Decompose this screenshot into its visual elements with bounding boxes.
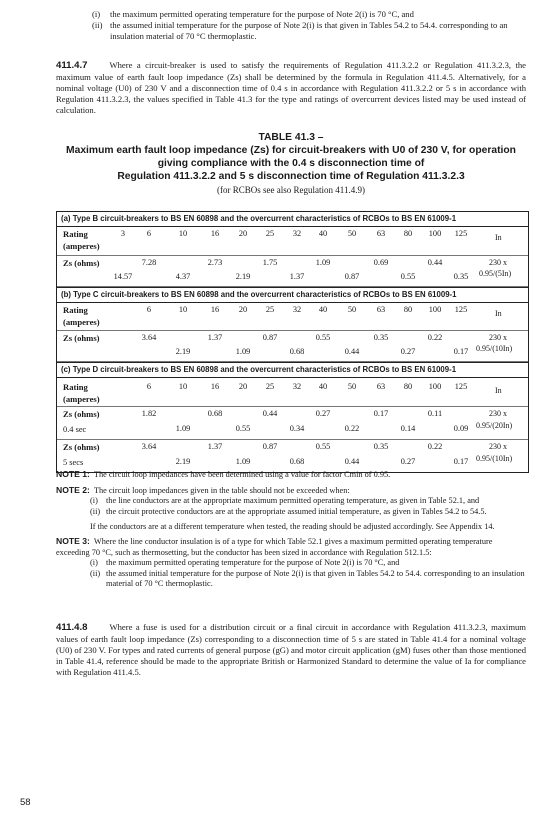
rating-value: 80 [403,228,413,238]
note-label: NOTE 2: [56,484,90,495]
zs-value: 0.55 [315,441,331,451]
rating-unit: In [495,308,502,318]
rating-value: 16 [210,228,220,238]
zs-value: 0.68 [207,408,223,418]
zs-value: 0.68 [289,346,305,356]
disconnection-time: 0.4 sec [63,424,87,434]
zs-value: 2.19 [175,346,191,356]
rating-value: 80 [403,304,413,314]
zs-formula: 230 x [489,441,507,451]
rating-value: 25 [265,381,275,391]
rating-value: 40 [318,228,328,238]
table-41-3 [56,211,529,473]
section-c-zs-04s-row [57,407,528,440]
rating-value: 50 [347,304,357,314]
note-label: NOTE 1: [56,469,90,479]
note-text: The circuit loop impedances have been determined using a value for factor Cmin of 0.95. [93,470,391,479]
zs-formula: 0.95/(10In) [476,453,513,463]
list-item [90,569,528,590]
zs-value: 1.37 [207,441,223,451]
zs-label: Zs (ohms) [63,332,100,343]
zs-label: Zs (ohms) [63,257,100,268]
item-text: the assumed initial temperature for the purpose of Note 2(i) is that given in Tables 54.2 to 54.4. corresponding to an insulation material of 70 °C thermoplastic. [110,20,508,41]
list-item [90,558,528,569]
zs-value: 1.09 [235,456,251,466]
list-item [90,496,528,507]
table-title-line: Maximum earth fault loop impedance (Zs) for circuit-breakers with U0 of 230 V, for operation [66,144,516,156]
rating-value: 32 [292,304,302,314]
rating-value: 100 [428,304,442,314]
section-a-zs-row [57,256,528,287]
zs-formula: 230 x [489,332,507,342]
zs-value: 0.68 [289,456,305,466]
continued-note-items [92,9,532,42]
item-number: (ii) [92,20,103,30]
note-1 [56,469,528,481]
item-text: the circuit protective conductors are at the appropriate assumed initial temperature, as given in Tables 54.2 to 54.5. [106,506,487,516]
rating-value: 20 [238,304,248,314]
zs-value: 0.87 [262,332,278,342]
note-text: Where the line conductor insulation is of a type for which Table 52.1 gives a maximum permitted operating temperature exceeding 70 °C, such as thermosetting, but the conductor has been sized in accordance with Regulation 512.1.5: [56,537,493,557]
zs-value: 0.27 [400,346,416,356]
rating-value: 6 [146,381,152,391]
rating-value: 25 [265,228,275,238]
regulation-411-4-7 [56,60,526,116]
zs-value: 0.22 [427,441,443,451]
regulation-number: 411.4.8 [56,622,88,633]
list-item [92,20,532,42]
rating-label: Rating [63,381,88,392]
zs-value: 7.28 [141,257,157,267]
regulation-411-4-8 [56,622,526,678]
rating-value: 50 [347,228,357,238]
rating-value: 40 [318,381,328,391]
zs-value: 14.57 [113,271,133,281]
rating-value: 6 [146,304,152,314]
zs-value: 1.09 [315,257,331,267]
rating-unit-label: (amperes) [63,240,100,251]
item-text: the maximum permitted operating temperature for the purpose of Note 2(i) is 70 °C, and [110,9,414,19]
item-number: (i) [90,496,98,506]
zs-value: 4.37 [175,271,191,281]
zs-value: 2.19 [235,271,251,281]
page-number: 58 [20,797,31,808]
rating-value: 100 [428,381,442,391]
zs-value: 0.44 [427,257,443,267]
table-subtitle: (for RCBOs see also Regulation 411.4.9) [217,185,365,195]
zs-value: 0.87 [262,441,278,451]
zs-value: 0.17 [453,456,469,466]
table-notes [56,469,528,590]
rating-value: 10 [178,381,188,391]
zs-value: 0.69 [373,257,389,267]
rating-value: 20 [238,381,248,391]
zs-formula: 230 x [489,257,507,267]
rating-value: 125 [454,228,468,238]
zs-value: 3.64 [141,332,157,342]
table-title [56,132,526,183]
rating-value: 6 [146,228,152,238]
list-item [92,9,532,20]
section-c-zs-5s-row [57,440,528,472]
rating-value: 25 [265,304,275,314]
zs-value: 0.44 [344,456,360,466]
section-a-rating-row [57,227,528,256]
rating-value: 3 [120,228,126,238]
zs-value: 1.37 [207,332,223,342]
zs-value: 1.09 [235,346,251,356]
zs-value: 0.87 [344,271,360,281]
rating-value: 63 [376,381,386,391]
item-number: (i) [92,9,101,19]
table-title-line: TABLE 41.3 – [258,132,324,143]
item-text: the line conductors are at the appropriate maximum permitted operating temperature, as given in Table 52.1, and [106,496,480,506]
zs-value: 0.44 [344,346,360,356]
zs-value: 0.35 [453,271,469,281]
zs-value: 0.34 [289,423,305,433]
note-text: The circuit loop impedances given in the table should not be exceeded when: [93,485,350,495]
zs-value: 0.27 [315,408,331,418]
table-title-line: giving compliance with the 0.4 s disconnection time of [157,157,425,169]
rating-value: 50 [347,381,357,391]
rating-value: 32 [292,228,302,238]
rating-unit: In [495,385,502,395]
zs-value: 0.35 [373,441,389,451]
section-b-rating-row [57,303,528,331]
regulation-text: Where a circuit-breaker is used to satisfy the requirements of Regulation 411.3.2.2 or Regulation 411.3.2.3, the maximum value of earth fault loop impedance (Zs) shall be determined by the formula in Regulation 411.4.5. Alternatively, for a nominal voltage (U0) of 230 V and a disconnection time of 0.4 s in accordance with Regulation 411.3.2.2 or 5 s in accordance with Regulation 411.3.2.3, the values specified in Table 41.3 for the type and ratings of overcurrent devices listed may be used instead of calculation. [56,60,526,116]
zs-value: 0.55 [315,332,331,342]
zs-value: 1.82 [141,408,157,418]
rating-value: 100 [428,228,442,238]
zs-value: 3.64 [141,441,157,451]
item-text: the maximum permitted operating temperature for the purpose of Note 2(i) is 70 °C, and [106,558,400,568]
zs-value: 0.55 [235,423,251,433]
zs-formula: 0.95/(10In) [476,343,513,353]
section-c-rating-row [57,378,528,407]
rating-value: 125 [454,381,468,391]
note-label: NOTE 3: [56,536,90,547]
rating-value: 63 [376,228,386,238]
rating-value: 32 [292,381,302,391]
note-2 [56,485,528,497]
rating-value: 10 [178,304,188,314]
note-3 [56,536,528,558]
item-number: (i) [90,558,98,568]
regulation-text: Where a fuse is used for a distribution circuit or a final circuit in accordance with Regulation 411.3.2.3, maximum values of earth fault loop impedance (Zs) corresponding to a disconnection time of 5 s are stated in Table 41.4 for a nominal voltage (U0) of 230 V. For types and rated currents of general purpose (gG) and motor circuit application (gM) fuses other than those mentioned in Table 41.4, reference should be made to the appropriate British or Harmonized Standard to determine the value of Ia for compliance with Regulation 411.4.5. [56,622,526,678]
zs-formula: 230 x [489,408,507,418]
item-text: the assumed initial temperature for the purpose of Note 2(i) is that given in Tables 54.2 to 54.4. corresponding to an insulation material of 70 °C thermoplastic. [106,568,525,589]
rating-label: Rating [63,304,88,315]
zs-label: Zs (ohms) [63,408,100,419]
section-c-header: (c) Type D circuit-breakers to BS EN 60898 and the overcurrent characteristics of RCBOs to BS EN 61009-1 [57,362,528,378]
rating-value: 16 [210,304,220,314]
section-b-zs-row [57,331,528,362]
zs-value: 0.14 [400,423,416,433]
rating-unit-label: (amperes) [63,316,100,327]
item-number: (ii) [90,568,101,578]
zs-value: 0.17 [373,408,389,418]
zs-value: 1.09 [175,423,191,433]
zs-value: 0.55 [400,271,416,281]
zs-formula: 0.95/(20In) [476,420,513,430]
zs-value: 0.11 [427,408,443,418]
note-text: If the conductors are at a different temperature when tested, the reading should be adjusted accordingly. See Appendix 14. [90,522,495,532]
rating-label: Rating [63,228,88,239]
list-item [90,507,528,518]
zs-value: 0.44 [262,408,278,418]
zs-formula: 0.95/(5In) [479,268,512,278]
table-title-line: Regulation 411.3.2.2 and 5 s disconnection time of Regulation 411.3.2.3 [117,170,465,182]
rating-unit: In [495,232,502,242]
rating-unit-label: (amperes) [63,393,100,404]
rating-value: 10 [178,228,188,238]
rating-value: 80 [403,381,413,391]
rating-value: 40 [318,304,328,314]
zs-value: 2.73 [207,257,223,267]
rating-value: 16 [210,381,220,391]
disconnection-time: 5 secs [63,457,84,467]
rating-value: 125 [454,304,468,314]
section-a-header: (a) Type B circuit-breakers to BS EN 60898 and the overcurrent characteristics of RCBOs to BS EN 61009-1 [57,212,528,227]
rating-value: 63 [376,304,386,314]
rating-value: 20 [238,228,248,238]
zs-value: 0.17 [453,346,469,356]
zs-value: 0.35 [373,332,389,342]
zs-value: 0.22 [427,332,443,342]
zs-label: Zs (ohms) [63,441,100,452]
item-number: (ii) [90,506,101,516]
zs-value: 0.27 [400,456,416,466]
zs-value: 1.75 [262,257,278,267]
regulation-number: 411.4.7 [56,60,88,71]
zs-value: 0.22 [344,423,360,433]
section-b-header: (b) Type C circuit-breakers to BS EN 60898 and the overcurrent characteristics of RCBOs to BS EN 61009-1 [57,287,528,303]
zs-value: 2.19 [175,456,191,466]
zs-value: 0.09 [453,423,469,433]
zs-value: 1.37 [289,271,305,281]
